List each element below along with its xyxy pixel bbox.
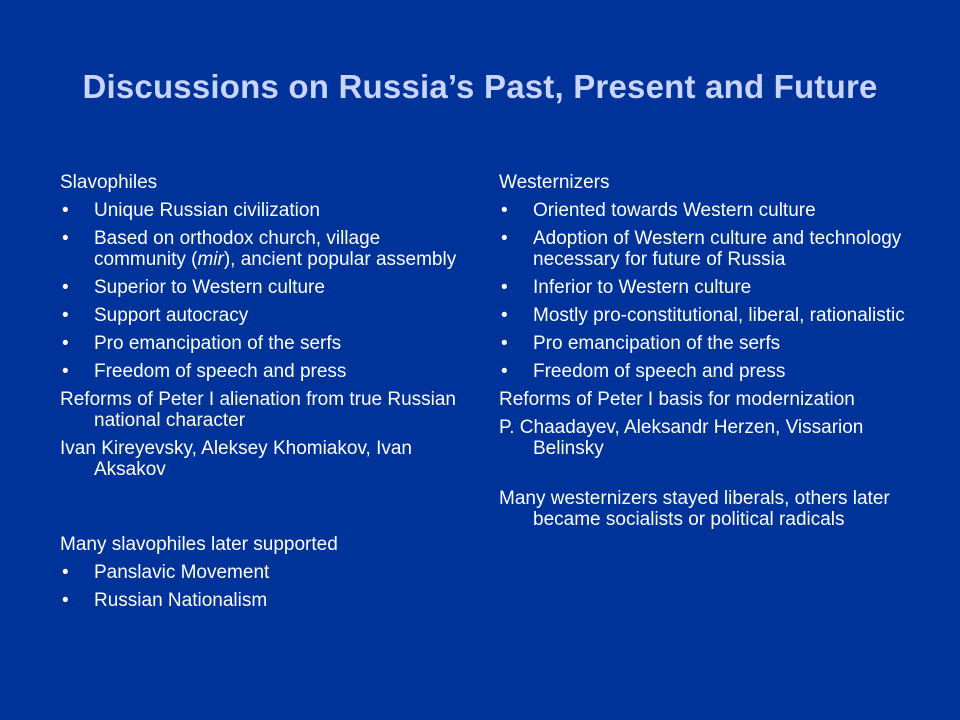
bullet-icon: •: [501, 228, 508, 249]
bullet-item: • Russian Nationalism: [62, 590, 268, 611]
bullet-icon: •: [62, 562, 69, 583]
bullet-item: • Inferior to Western culture: [501, 277, 752, 298]
bullet-icon: •: [62, 305, 69, 326]
column-heading: Slavophiles: [60, 172, 158, 193]
bullet-item: • Freedom of speech and press: [62, 361, 347, 382]
bullet-icon: •: [501, 305, 508, 326]
bullet-icon: •: [501, 200, 508, 221]
westernizers-column: [499, 172, 919, 537]
bullet-icon: •: [62, 590, 69, 611]
bullet-icon: •: [501, 277, 508, 298]
bullet-icon: •: [62, 228, 69, 249]
bullet-item: • Pro emancipation of the serfs: [501, 333, 781, 354]
later-heading: Many slavophiles later supported: [60, 534, 338, 555]
slide-title: Discussions on Russia’s Past, Present and Future: [82, 68, 878, 105]
bullet-item: • Superior to Western culture: [62, 277, 325, 298]
bullet-icon: •: [62, 361, 69, 382]
column-heading: Westernizers: [499, 172, 610, 193]
bullet-item: • Adoption of Western culture and technology necessary for future of Russia: [501, 228, 902, 270]
bullet-item: • Unique Russian civilization: [62, 200, 320, 221]
bullet-item: • Mostly pro-constitutional, liberal, rationalistic: [501, 305, 905, 326]
bullet-icon: •: [501, 333, 508, 354]
bullet-icon: •: [62, 333, 69, 354]
people-text: Ivan Kireyevsky, Aleksey Khomiakov, Ivan Aksakov: [60, 438, 413, 480]
bullet-item: • Panslavic Movement: [62, 562, 270, 583]
bullet-item: • Oriented towards Western culture: [501, 200, 816, 221]
bullet-icon: •: [501, 361, 508, 382]
people-text: P. Chaadayev, Aleksandr Herzen, Vissarion Belinsky: [499, 417, 864, 459]
bullet-item: • Based on orthodox church, village community (mir), ancient popular assembly: [62, 228, 457, 270]
bullet-icon: •: [62, 200, 69, 221]
slavophiles-column: [60, 172, 460, 618]
reforms-text: Reforms of Peter I alienation from true Russian national character: [60, 389, 457, 431]
bullet-item: • Support autocracy: [62, 305, 249, 326]
later-text: Many westernizers stayed liberals, others later became socialists or political radicals: [499, 488, 890, 530]
reforms-text: Reforms of Peter I basis for modernization: [499, 389, 855, 410]
bullet-icon: •: [62, 277, 69, 298]
bullet-item: • Freedom of speech and press: [501, 361, 786, 382]
bullet-item: • Pro emancipation of the serfs: [62, 333, 342, 354]
